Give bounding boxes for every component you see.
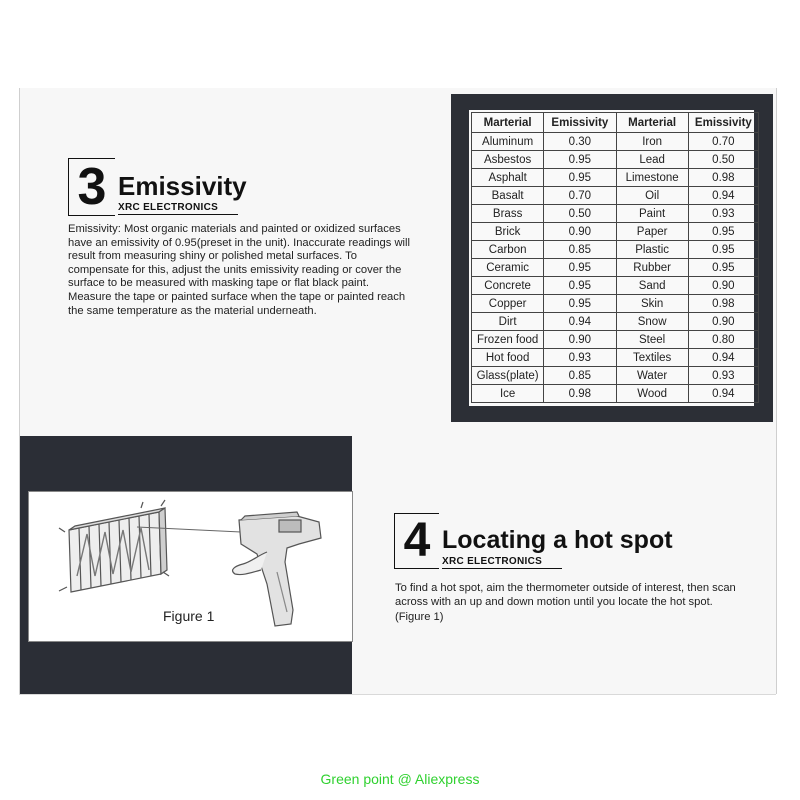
- emissivity-cell: 0.95: [688, 241, 758, 259]
- table-row: [472, 295, 759, 313]
- emissivity-cell: 0.95: [688, 259, 758, 277]
- material-cell: Copper: [472, 295, 544, 313]
- material-cell: Textiles: [616, 349, 688, 367]
- section-4-title: Locating a hot spot: [442, 526, 673, 554]
- emissivity-table: [471, 112, 759, 403]
- material-cell: Oil: [616, 187, 688, 205]
- material-cell: Sand: [616, 277, 688, 295]
- material-cell: Iron: [616, 133, 688, 151]
- material-cell: Limestone: [616, 169, 688, 187]
- table-row: [472, 277, 759, 295]
- table-row: [472, 205, 759, 223]
- table-header: Emissivity: [544, 113, 616, 133]
- emissivity-cell: 0.90: [544, 331, 616, 349]
- material-cell: Lead: [616, 151, 688, 169]
- emissivity-cell: 0.93: [688, 367, 758, 385]
- emissivity-cell: 0.93: [688, 205, 758, 223]
- emissivity-cell: 0.50: [688, 151, 758, 169]
- emissivity-table-panel: [451, 94, 773, 422]
- material-cell: Wood: [616, 385, 688, 403]
- material-cell: Concrete: [472, 277, 544, 295]
- table-body: [472, 133, 759, 403]
- section-3-paragraph: Emissivity: Most organic materials and painted or oxidized surfaces have an emissivity of 0.95(preset in the unit). Inaccurate readings will result from measuring shiny or polished metal surfaces. To compensate for this, adjust the units emissivity reading or cover the surface to be measured with masking tape or flat black paint. Measure the tape or painted surface when the tape or painted reach the same temperature as the material underneath.: [68, 223, 411, 317]
- figure-1-caption: Figure 1: [163, 608, 215, 624]
- table-row: [472, 169, 759, 187]
- emissivity-cell: 0.98: [544, 385, 616, 403]
- emissivity-cell: 0.98: [688, 169, 758, 187]
- figure-panel: [20, 436, 352, 694]
- table-row: [472, 313, 759, 331]
- table-row: [472, 223, 759, 241]
- emissivity-cell: 0.80: [688, 331, 758, 349]
- emissivity-cell: 0.95: [544, 169, 616, 187]
- table-row: [472, 367, 759, 385]
- emissivity-cell: 0.85: [544, 367, 616, 385]
- material-cell: Brick: [472, 223, 544, 241]
- material-cell: Glass(plate): [472, 367, 544, 385]
- table-header: Marterial: [472, 113, 544, 133]
- material-cell: Frozen food: [472, 331, 544, 349]
- emissivity-cell: 0.95: [544, 295, 616, 313]
- material-cell: Ceramic: [472, 259, 544, 277]
- material-cell: Water: [616, 367, 688, 385]
- emissivity-cell: 0.95: [688, 223, 758, 241]
- table-row: [472, 385, 759, 403]
- emissivity-cell: 0.90: [688, 277, 758, 295]
- thermometer-drawing: [233, 512, 321, 626]
- emissivity-cell: 0.94: [688, 187, 758, 205]
- emissivity-cell: 0.95: [544, 151, 616, 169]
- section-4-brand: XRC ELECTRONICS: [442, 556, 562, 569]
- material-cell: Paper: [616, 223, 688, 241]
- table-row: [472, 151, 759, 169]
- material-cell: Paint: [616, 205, 688, 223]
- table-header-row: [472, 113, 759, 133]
- material-cell: Hot food: [472, 349, 544, 367]
- material-cell: Aluminum: [472, 133, 544, 151]
- section-4-number: 4: [394, 513, 439, 569]
- page-divider: [19, 694, 776, 695]
- section-3-number: 3: [68, 158, 115, 216]
- material-cell: Dirt: [472, 313, 544, 331]
- table-row: [472, 349, 759, 367]
- emissivity-cell: 0.85: [544, 241, 616, 259]
- emissivity-cell: 0.94: [688, 385, 758, 403]
- section-3-brand: XRC ELECTRONICS: [118, 202, 238, 215]
- material-cell: Asbestos: [472, 151, 544, 169]
- table-row: [472, 331, 759, 349]
- figure-1-box: [28, 491, 353, 642]
- material-cell: Skin: [616, 295, 688, 313]
- section-3-title: Emissivity: [118, 171, 247, 201]
- material-cell: Snow: [616, 313, 688, 331]
- table-row: [472, 241, 759, 259]
- emissivity-cell: 0.94: [544, 313, 616, 331]
- material-cell: Basalt: [472, 187, 544, 205]
- table-row: [472, 187, 759, 205]
- radiator-drawing: [59, 500, 169, 592]
- emissivity-cell: 0.70: [544, 187, 616, 205]
- material-cell: Brass: [472, 205, 544, 223]
- emissivity-cell: 0.70: [688, 133, 758, 151]
- table-header: Emissivity: [688, 113, 758, 133]
- material-cell: Asphalt: [472, 169, 544, 187]
- emissivity-cell: 0.90: [688, 313, 758, 331]
- material-cell: Rubber: [616, 259, 688, 277]
- table-row: [472, 259, 759, 277]
- material-cell: Plastic: [616, 241, 688, 259]
- material-cell: Carbon: [472, 241, 544, 259]
- footer-watermark: Green point @ Aliexpress: [320, 771, 480, 787]
- section-3-heading: [68, 158, 247, 216]
- emissivity-cell: 0.50: [544, 205, 616, 223]
- emissivity-cell: 0.98: [688, 295, 758, 313]
- section-4-paragraph: To find a hot spot, aim the thermometer outside of interest, then scan across with an up and down motion until you locate the hot spot. (Figure 1): [395, 582, 736, 623]
- emissivity-cell: 0.95: [544, 277, 616, 295]
- material-cell: Steel: [616, 331, 688, 349]
- emissivity-cell: 0.95: [544, 259, 616, 277]
- section-4-heading: [394, 513, 673, 569]
- material-cell: Ice: [472, 385, 544, 403]
- emissivity-cell: 0.90: [544, 223, 616, 241]
- emissivity-cell: 0.93: [544, 349, 616, 367]
- table-row: [472, 133, 759, 151]
- emissivity-cell: 0.94: [688, 349, 758, 367]
- emissivity-cell: 0.30: [544, 133, 616, 151]
- emissivity-table-frame: [469, 110, 754, 406]
- table-header: Marterial: [616, 113, 688, 133]
